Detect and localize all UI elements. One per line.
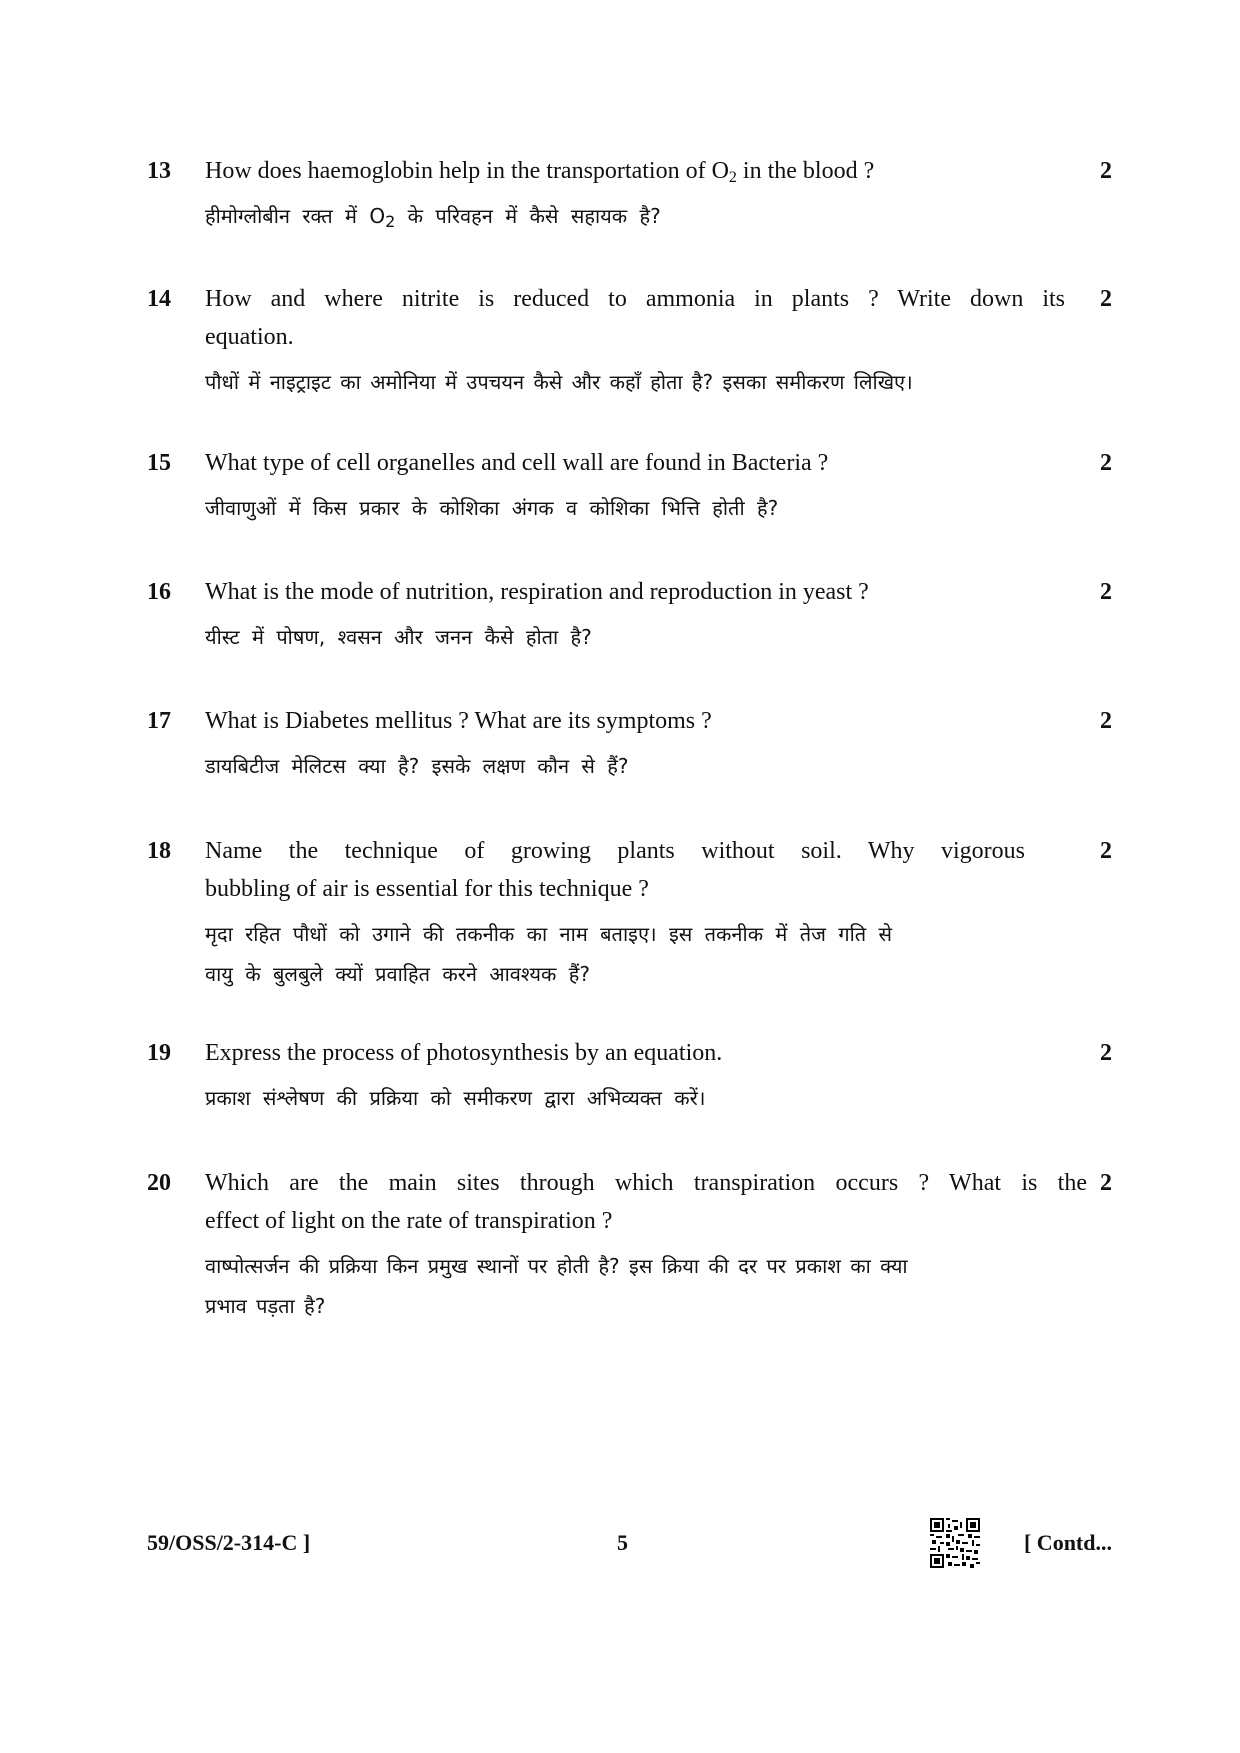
question-14 [147,280,1112,402]
question-number: 14 [147,286,171,312]
continued-label: [ Contd... [1023,1530,1112,1555]
question-marks: 2 [1100,838,1112,864]
question-18 [147,832,1112,994]
question-marks: 2 [1100,579,1112,605]
qr-code-icon [930,1518,980,1568]
question-english: How and where nitrite is reduced to ammonia in plants ? Write down its equation. [205,286,1065,350]
question-hindi: जीवाणुओं में किस प्रकार के कोशिका अंगक व कोशिका भित्ति होती है? [205,496,779,520]
question-marks: 2 [1100,1170,1112,1196]
question-number: 15 [147,450,171,476]
question-15 [147,444,1112,528]
paper-code: 59/OSS/2-314-C ] [147,1530,311,1555]
question-english: What is Diabetes mellitus ? What are its symptoms ? [205,708,712,734]
question-hindi: हीमोग्लोबीन रक्त में $O_2$ के परिवहन में कैसे सहायक है? [205,204,661,231]
question-marks: 2 [1100,708,1112,734]
question-marks: 2 [1100,286,1112,312]
question-marks: 2 [1100,1040,1112,1066]
question-number: 18 [147,838,171,864]
question-number: 20 [147,1170,171,1196]
page-number: 5 [617,1530,628,1555]
question-english: What is the mode of nutrition, respiration and reproduction in yeast ? [205,579,869,605]
question-number: 17 [147,708,171,734]
question-17 [147,702,1112,786]
question-english: Name the technique of growing plants without soil. Why vigorous bubbling of air is essential for this technique ? [205,838,1025,902]
question-english: What type of cell organelles and cell wall are found in Bacteria ? [205,450,829,476]
question-english: Express the process of photosynthesis by an equation. [205,1040,723,1066]
question-marks: 2 [1100,450,1112,476]
question-hindi: मृदा रहित पौधों को उगाने की तकनीक का नाम बताइए। इस तकनीक में तेज गति से वायु के बुलबुले क्यों प्रवाहित करने आवश्यक हैं? [205,922,893,986]
question-english: Which are the main sites through which transpiration occurs ? What is the effect of light on the rate of transpiration ? [205,1170,1087,1234]
question-marks: 2 [1100,158,1112,184]
question-number: 19 [147,1040,171,1066]
question-16 [147,573,1112,657]
question-19 [147,1034,1112,1118]
question-13 [147,152,1112,236]
question-hindi: डायबिटीज मेलिटस क्या है? इसके लक्षण कौन से हैं? [205,754,629,778]
question-number: 16 [147,579,171,605]
question-hindi: प्रकाश संश्लेषण की प्रक्रिया को समीकरण द्वारा अभिव्यक्त करें। [205,1086,706,1110]
page-footer [147,1518,1112,1568]
question-hindi: पौधों में नाइट्राइट का अमोनिया में उपचयन कैसे और कहाँ होता है? इसका समीकरण लिखिए। [205,370,913,394]
question-number: 13 [147,158,171,184]
question-20 [147,1164,1112,1326]
question-hindi: यीस्ट में पोषण, श्वसन और जनन कैसे होता है? [205,625,592,649]
question-hindi: वाष्पोत्सर्जन की प्रक्रिया किन प्रमुख स्थानों पर होती है? इस क्रिया की दर पर प्रकाश का क्या प्रभाव पड़ता है? [205,1254,908,1318]
question-english: How does haemoglobin help in the transportation of $O_2$ in the blood ? [205,158,875,186]
